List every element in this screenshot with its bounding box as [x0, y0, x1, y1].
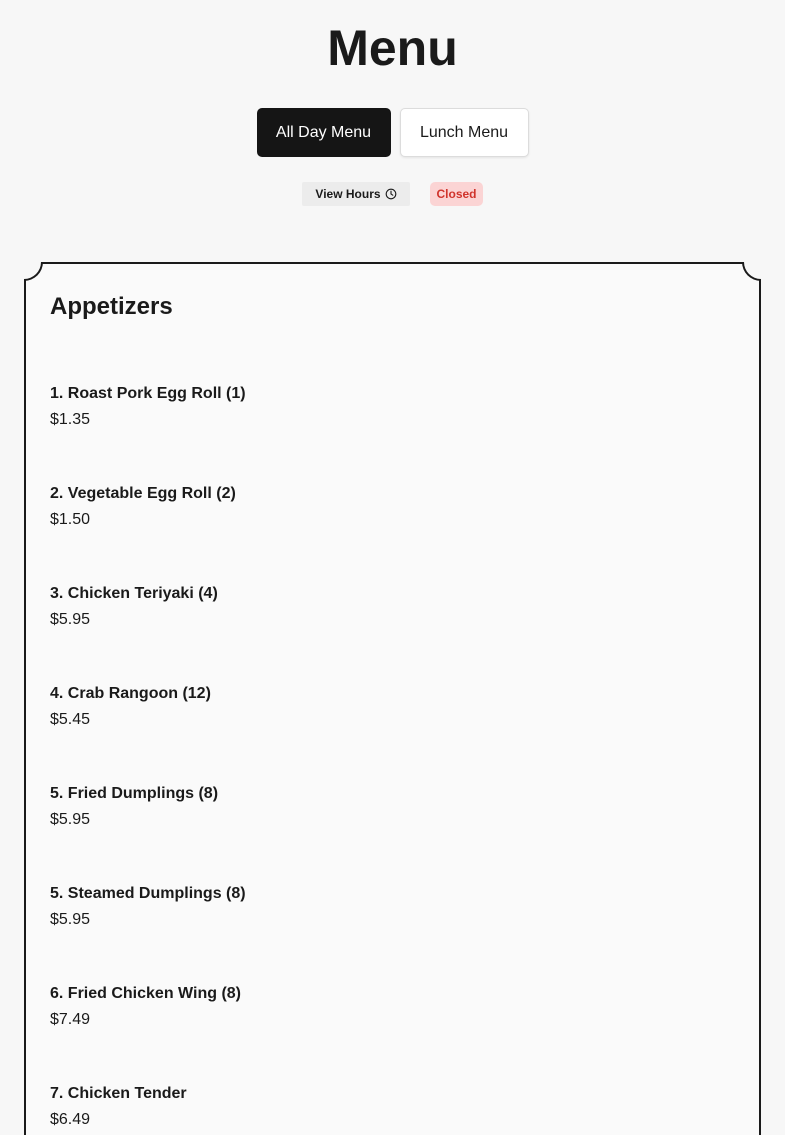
- menu-item-price: $7.49: [50, 1011, 91, 1028]
- menu-item-name: 4. Crab Rangoon (12): [50, 685, 211, 702]
- section-title: Appetizers: [50, 293, 173, 320]
- menu-item-name: 3. Chicken Teriyaki (4): [50, 585, 218, 602]
- menu-item-name: 7. Chicken Tender: [50, 1085, 187, 1102]
- menu-item-price: $5.45: [50, 711, 91, 728]
- menu-item[interactable]: [50, 583, 730, 683]
- menu-item[interactable]: [50, 483, 730, 583]
- menu-item[interactable]: [50, 1083, 730, 1135]
- menu-item-price: $1.50: [50, 511, 91, 528]
- panel-corner-right: [742, 262, 761, 281]
- menu-item-price: $6.49: [50, 1111, 91, 1128]
- menu-item-name: 6. Fried Chicken Wing (8): [50, 985, 241, 1002]
- panel-corner-left: [24, 262, 43, 281]
- view-hours-label: View Hours: [315, 187, 381, 201]
- menu-item[interactable]: [50, 883, 730, 983]
- menu-item-price: $5.95: [50, 911, 91, 928]
- menu-item-list: [50, 383, 730, 1135]
- menu-item-name: 1. Roast Pork Egg Roll (1): [50, 385, 246, 402]
- menu-item-name: 2. Vegetable Egg Roll (2): [50, 485, 236, 502]
- menu-item-name: 5. Steamed Dumplings (8): [50, 885, 246, 902]
- menu-section-panel: [24, 262, 761, 1135]
- hours-bar: [0, 182, 785, 206]
- menu-item-price: $5.95: [50, 611, 91, 628]
- view-hours-button[interactable]: [302, 182, 410, 206]
- clock-icon: [385, 188, 397, 200]
- tab-all-day-menu[interactable]: All Day Menu: [257, 108, 391, 157]
- tab-lunch-menu[interactable]: Lunch Menu: [400, 108, 529, 157]
- page-title: Menu: [327, 20, 458, 76]
- menu-item-price: $1.35: [50, 411, 91, 428]
- menu-item[interactable]: [50, 783, 730, 883]
- menu-item[interactable]: [50, 983, 730, 1083]
- menu-tabs: [0, 108, 785, 157]
- menu-item-price: $5.95: [50, 811, 91, 828]
- status-badge: Closed: [430, 182, 483, 206]
- menu-item[interactable]: [50, 383, 730, 483]
- menu-item-name: 5. Fried Dumplings (8): [50, 785, 219, 802]
- menu-item[interactable]: [50, 683, 730, 783]
